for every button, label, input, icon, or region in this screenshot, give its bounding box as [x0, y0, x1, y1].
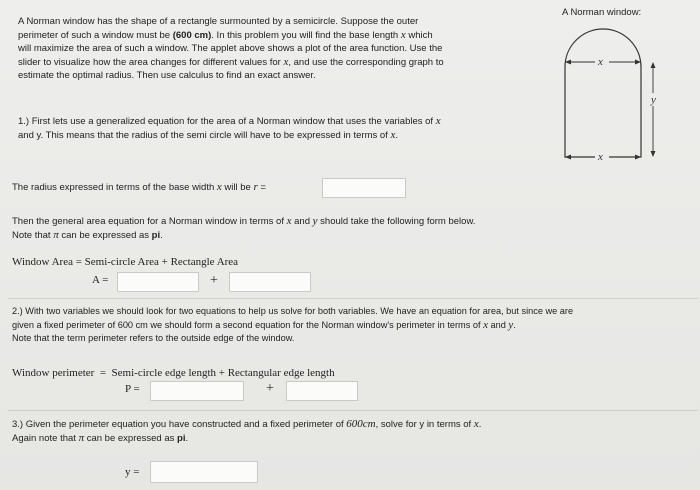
height-arrow-bottom — [651, 151, 656, 157]
question-2 — [12, 305, 698, 346]
question-3 — [12, 418, 612, 445]
intro-line-1: A Norman window has the shape of a rectangle surmounted by a semicircle. Suppose the outer — [18, 16, 419, 27]
intro-line-5: estimate the optimal radius. Then use calculus to find an exact answer. — [18, 70, 316, 81]
bottom-x-label: x — [598, 151, 603, 163]
general-line-2: Note that π can be expressed as pi. — [12, 228, 163, 241]
perimeter-equation-heading: Window perimeter = Semi-circle edge length + Rectangular edge length — [12, 367, 335, 379]
general-area-text — [12, 215, 582, 242]
intro-paragraph — [18, 15, 548, 83]
area-plus: + — [210, 273, 218, 288]
bottom-arrow-left — [565, 155, 571, 160]
q2-line-3: Note that the term perimeter refers to the outside edge of the window. — [12, 333, 295, 343]
area-equation-heading: Window Area = Semi-circle Area + Rectangle Area — [12, 256, 239, 268]
y-input[interactable] — [150, 461, 258, 483]
q1-line-2: and y. This means that the radius of the semi circle will have to be expressed in terms of x. — [18, 128, 398, 141]
q1-line-1: 1.) First lets use a generalized equation for the area of a Norman window that uses the variables of x — [18, 115, 441, 127]
area-lhs: A = — [92, 274, 109, 286]
perimeter-lhs: P = — [125, 383, 140, 395]
rectangle-area-input[interactable] — [229, 272, 311, 292]
q2-line-1: 2.) With two variables we should look for two equations to help us solve for both variables. We have an equation for area, but since we are — [12, 306, 574, 316]
norman-window-diagram — [555, 20, 665, 170]
height-arrow-top — [651, 62, 656, 68]
q3-line-2: Again note that π can be expressed as pi. — [12, 431, 189, 444]
radius-input[interactable] — [322, 178, 406, 198]
general-line-1: Then the general area equation for a Norman window in terms of x and y should take the following form below. — [12, 215, 476, 227]
intro-line-2: perimeter of such a window must be (600 cm). In this problem you will find the base length x which — [18, 28, 433, 41]
rectangle-edge-input[interactable] — [286, 381, 358, 401]
y-lhs: y = — [125, 466, 140, 478]
intro-line-3: will maximize the area of such a window. The applet above shows a plot of the area function. Use the — [18, 43, 443, 54]
semicircle-edge-input[interactable] — [150, 381, 244, 401]
divider-q2 — [8, 298, 698, 299]
top-x-label: x — [598, 56, 603, 68]
semicircle-area-input[interactable] — [117, 272, 199, 292]
question-1 — [18, 115, 558, 142]
radius-label: The radius expressed in terms of the base width x will be r = — [12, 181, 266, 193]
bottom-arrow-right — [635, 155, 641, 160]
q2-line-2: given a fixed perimeter of 600 cm we should form a second equation for the Norman window's perimeter in terms of x and y. — [12, 318, 516, 331]
perimeter-plus: + — [266, 381, 274, 396]
q3-line-1: 3.) Given the perimeter equation you have constructed and a fixed perimeter of 600cm, solve for y in terms of x. — [12, 418, 482, 430]
intro-line-4: slider to visualize how the area changes for different values for x, and use the corresponding graph to — [18, 55, 444, 68]
divider-q3 — [8, 410, 698, 411]
diagram-title: A Norman window: — [562, 7, 642, 18]
window-outline — [565, 29, 641, 157]
y-label: y — [651, 94, 656, 106]
